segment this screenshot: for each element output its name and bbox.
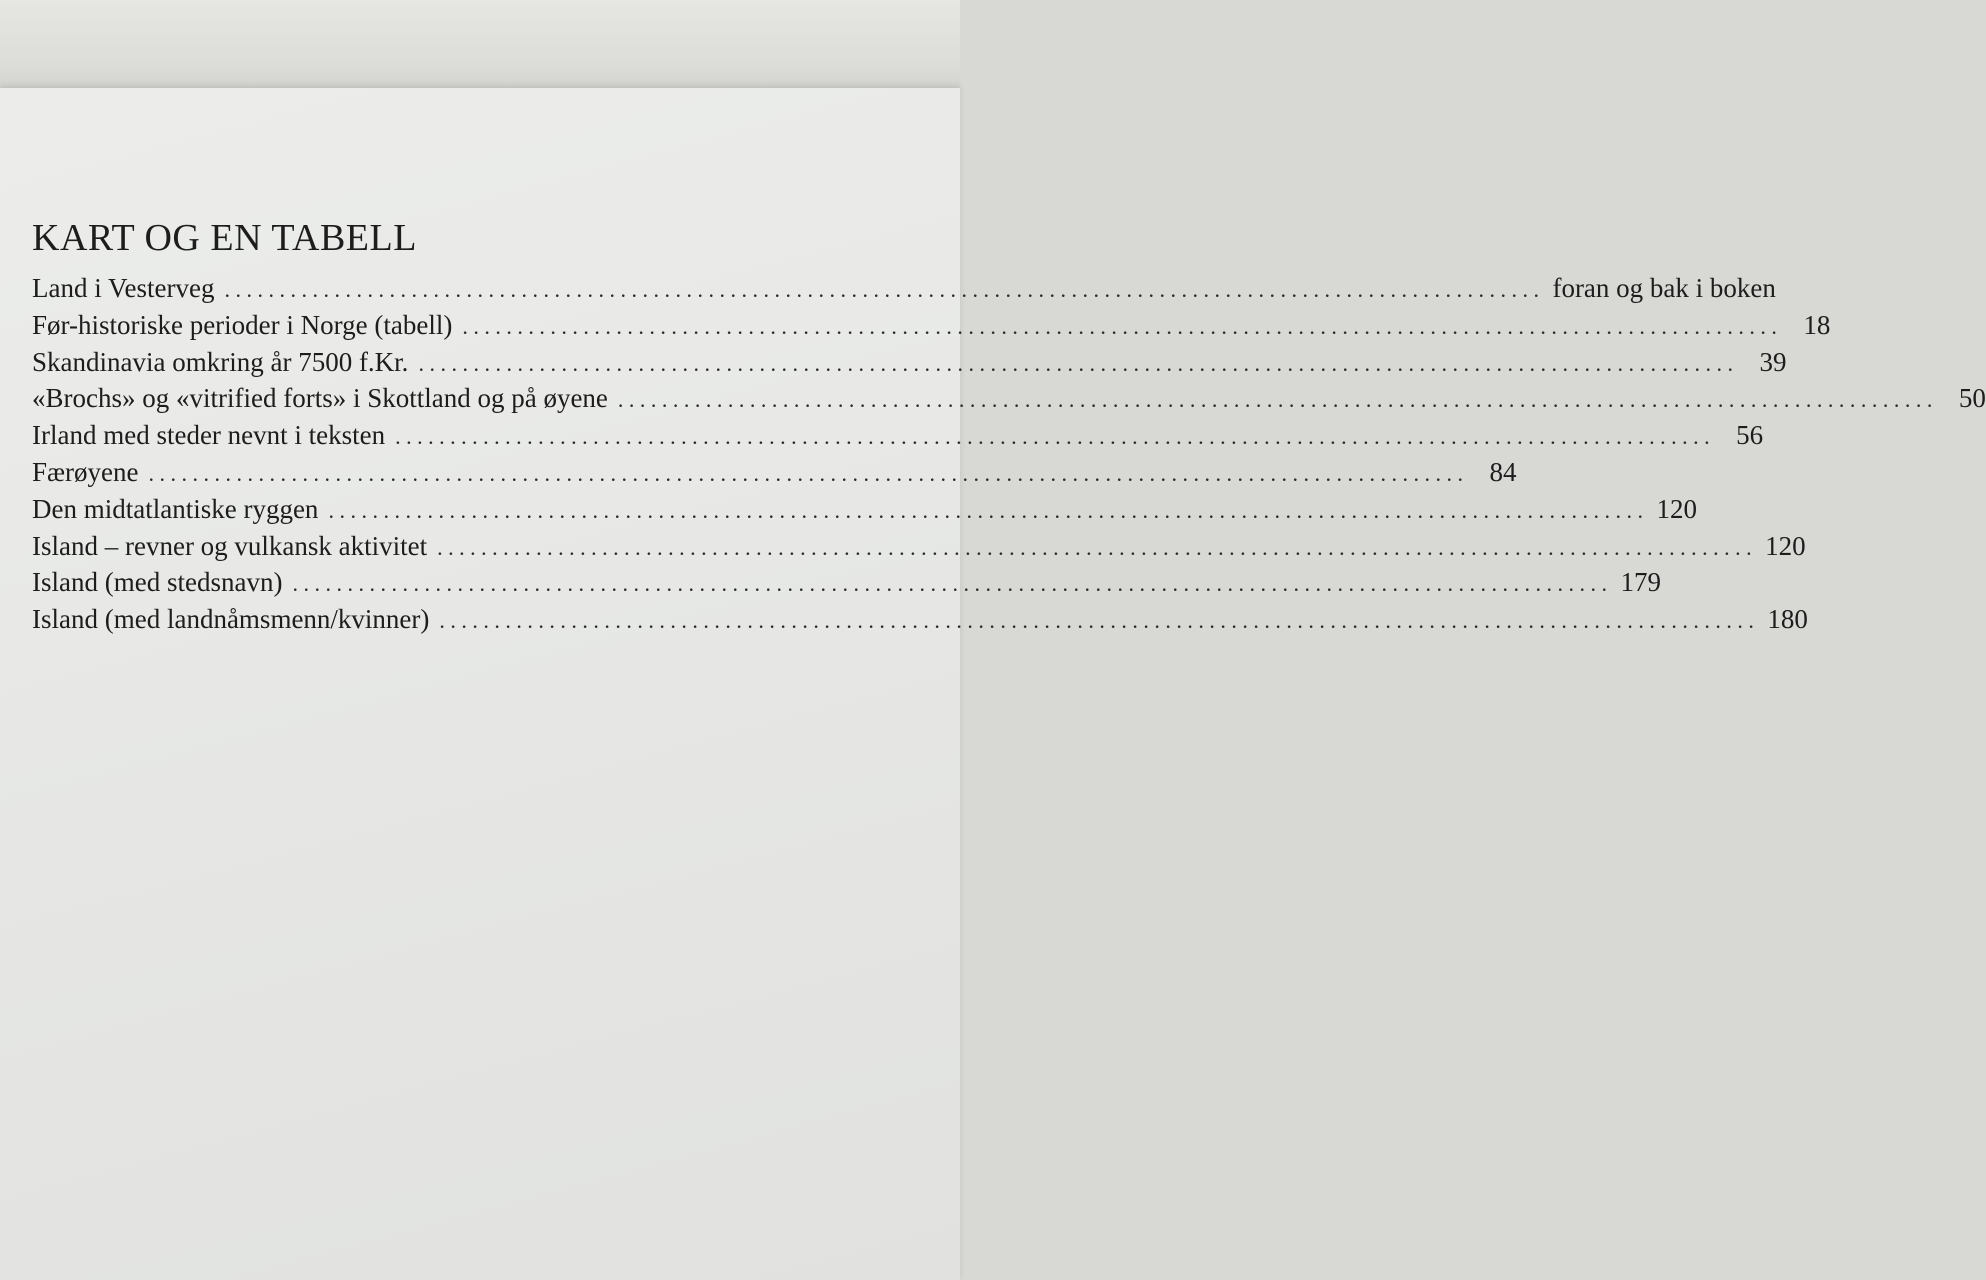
entry-page: 39	[1759, 346, 1787, 377]
list-item	[32, 273, 1776, 310]
photo-backdrop	[0, 0, 960, 95]
list-item	[32, 309, 1831, 347]
entry-title: Den midtatlantiske ryggen	[32, 493, 319, 524]
list-item	[32, 493, 1697, 531]
entry-title: Irland med steder nevnt i teksten	[32, 420, 386, 451]
dot-leader: ........................................................................................................................	[617, 387, 1938, 413]
entry-page: 84	[1489, 456, 1517, 487]
dot-leader: ........................................................................................................................	[418, 350, 1739, 376]
dot-leader: ........................................................................................................................	[224, 277, 1545, 302]
entry-page: 180	[1767, 604, 1808, 635]
section-heading: KART OG EN TABELL	[32, 217, 417, 259]
dot-leader: ........................................................................................................................	[462, 313, 1783, 339]
book-page	[0, 88, 1986, 1280]
entry-page: 50	[1958, 383, 1986, 414]
entry-title: Før-historiske perioder i Norge (tabell)	[32, 309, 453, 340]
dot-leader: ........................................................................................................................	[437, 534, 1758, 560]
list-item	[32, 530, 1806, 568]
dot-leader: ........................................................................................................................	[439, 608, 1760, 634]
entry-page: 120	[1656, 493, 1697, 524]
entry-title: «Brochs» og «vitrified forts» i Skottland og på øyene	[32, 383, 608, 414]
entry-page: foran og bak i boken	[1552, 273, 1776, 303]
dot-leader: ........................................................................................................................	[292, 571, 1613, 597]
list-item	[32, 567, 1661, 604]
entry-page: 179	[1620, 567, 1661, 598]
entry-title: Færøyene	[32, 456, 139, 487]
list-item	[32, 456, 1517, 494]
entry-page: 120	[1765, 530, 1806, 561]
entry-page: 56	[1736, 420, 1764, 451]
list-item	[32, 420, 1764, 457]
entry-title: Island (med landnåmsmenn/kvinner)	[32, 604, 430, 635]
maps-table-list	[32, 273, 1986, 641]
entry-page: 18	[1803, 309, 1831, 340]
list-item	[32, 604, 1808, 641]
list-item	[32, 383, 1986, 420]
dot-leader: ........................................................................................................................	[328, 497, 1649, 523]
dot-leader: ........................................................................................................................	[148, 460, 1469, 486]
list-item	[32, 346, 1787, 384]
entry-title: Island (med stedsnavn)	[32, 567, 283, 598]
entry-title: Land i Vesterveg	[32, 273, 215, 303]
entry-title: Island – revner og vulkansk aktivitet	[32, 530, 428, 561]
entry-title: Skandinavia omkring år 7500 f.Kr.	[32, 346, 409, 377]
dot-leader: ........................................................................................................................	[395, 424, 1716, 450]
